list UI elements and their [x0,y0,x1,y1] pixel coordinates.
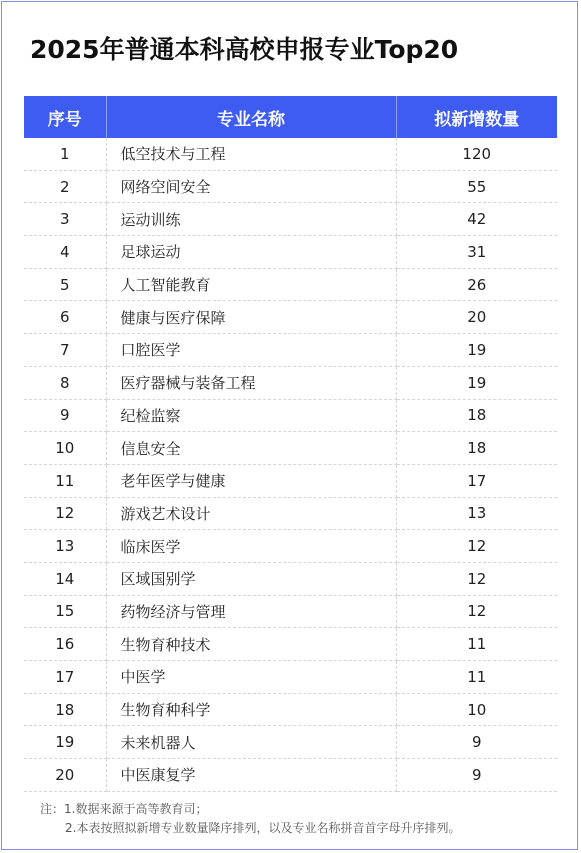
count-cell: 11 [396,661,557,694]
major-name-cell: 医疗器械与装备工程 [106,366,396,399]
table-row [24,464,557,497]
major-name-cell: 纪检监察 [106,399,396,432]
major-name-cell: 中医康复学 [106,759,396,792]
rank-cell: 1 [24,138,106,170]
table-row [24,759,557,792]
table-row [24,661,557,694]
major-name-cell: 临床医学 [106,530,396,563]
footnote-2: 2.本表按照拟新增专业数量降序排列，以及专业名称拼音首字母升序排列。 [65,821,461,835]
count-cell: 12 [396,562,557,595]
table-row [24,562,557,595]
major-name-cell: 未来机器人 [106,726,396,759]
rank-cell: 5 [24,268,106,301]
rank-cell: 17 [24,661,106,694]
count-cell: 11 [396,628,557,661]
table-row [24,236,557,269]
table-header-row [24,96,557,138]
header-rank: 序号 [24,96,106,138]
count-cell: 19 [396,334,557,367]
table-row [24,366,557,399]
count-cell: 13 [396,497,557,530]
rank-cell: 19 [24,726,106,759]
header-major-name: 专业名称 [106,96,396,138]
rank-cell: 15 [24,595,106,628]
rank-cell: 4 [24,236,106,269]
major-name-cell: 药物经济与管理 [106,595,396,628]
rank-cell: 6 [24,301,106,334]
rank-cell: 20 [24,759,106,792]
ranking-table [24,96,557,792]
count-cell: 120 [396,138,557,170]
rank-cell: 18 [24,693,106,726]
major-name-cell: 中医学 [106,661,396,694]
rank-cell: 10 [24,432,106,465]
major-name-cell: 低空技术与工程 [106,138,396,170]
page-title: 2025年普通本科高校申报专业Top20 [30,35,459,64]
count-cell: 42 [396,203,557,236]
major-name-cell: 信息安全 [106,432,396,465]
count-cell: 9 [396,726,557,759]
major-name-cell: 足球运动 [106,236,396,269]
table-row [24,203,557,236]
table-row [24,497,557,530]
count-cell: 20 [396,301,557,334]
table-row [24,726,557,759]
major-name-cell: 人工智能教育 [106,268,396,301]
major-name-cell: 区域国别学 [106,562,396,595]
rank-cell: 3 [24,203,106,236]
table-row [24,170,557,203]
count-cell: 55 [396,170,557,203]
rank-cell: 7 [24,334,106,367]
table-row [24,530,557,563]
rank-cell: 2 [24,170,106,203]
major-name-cell: 生物育种技术 [106,628,396,661]
table-row [24,138,557,170]
rank-cell: 14 [24,562,106,595]
count-cell: 31 [396,236,557,269]
major-name-cell: 生物育种科学 [106,693,396,726]
count-cell: 9 [396,759,557,792]
count-cell: 18 [396,432,557,465]
footnote-1: 注：1.数据来源于高等教育司； [40,802,208,816]
rank-cell: 11 [24,464,106,497]
table-row [24,595,557,628]
count-cell: 17 [396,464,557,497]
rank-cell: 9 [24,399,106,432]
major-name-cell: 游戏艺术设计 [106,497,396,530]
major-name-cell: 老年医学与健康 [106,464,396,497]
major-name-cell: 网络空间安全 [106,170,396,203]
major-name-cell: 运动训练 [106,203,396,236]
table-body [24,138,557,791]
rank-cell: 13 [24,530,106,563]
count-cell: 18 [396,399,557,432]
count-cell: 12 [396,595,557,628]
count-cell: 10 [396,693,557,726]
rank-cell: 12 [24,497,106,530]
table-row [24,301,557,334]
count-cell: 12 [396,530,557,563]
footnotes [40,800,460,838]
table-row [24,628,557,661]
major-name-cell: 健康与医疗保障 [106,301,396,334]
rank-cell: 8 [24,366,106,399]
table-row [24,268,557,301]
count-cell: 19 [396,366,557,399]
rank-cell: 16 [24,628,106,661]
table-row [24,399,557,432]
count-cell: 26 [396,268,557,301]
table-row [24,693,557,726]
major-name-cell: 口腔医学 [106,334,396,367]
table-row [24,432,557,465]
header-count: 拟新增数量 [396,96,557,138]
table-row [24,334,557,367]
